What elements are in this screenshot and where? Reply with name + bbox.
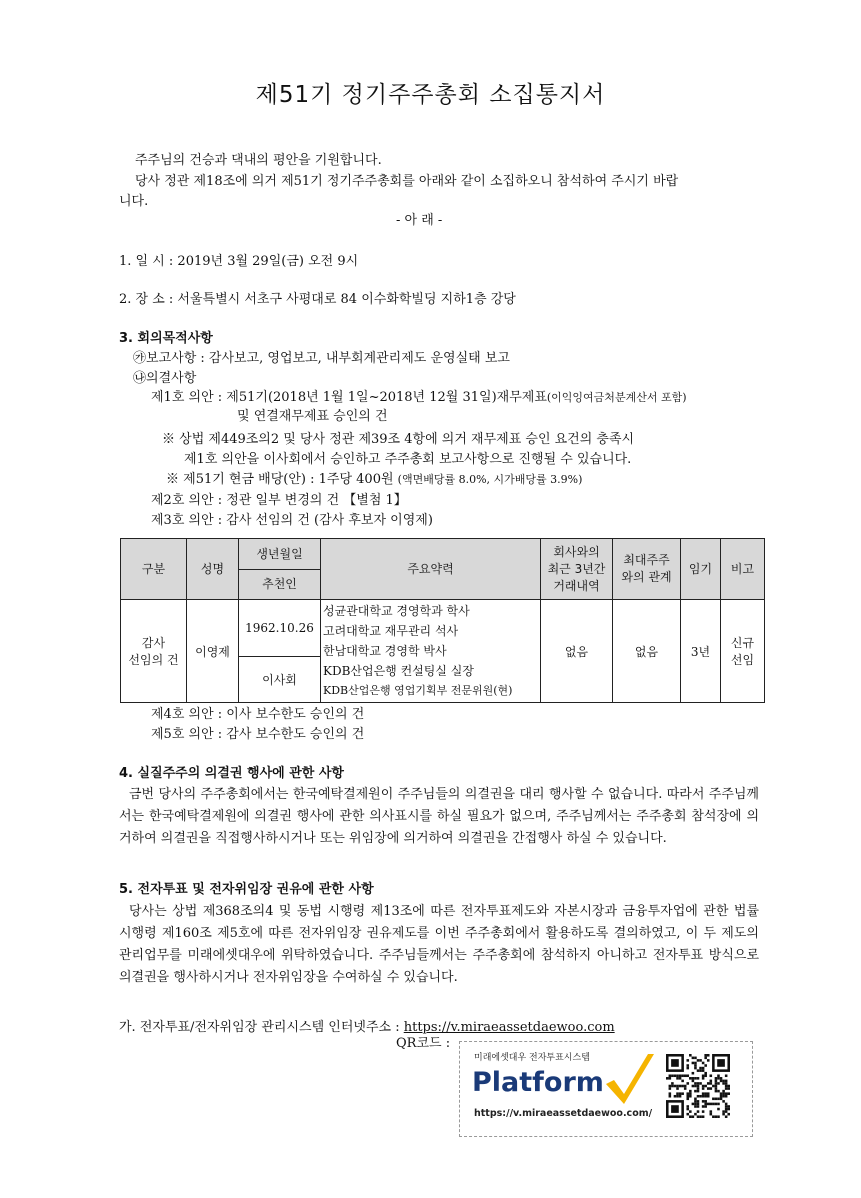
career-cell — [321, 600, 541, 703]
report-marker: ㉮ — [133, 351, 147, 366]
header-note: 비고 — [721, 539, 765, 600]
section-4-title: 4. 실질주주의 의결권 행사에 관한 사항 — [119, 766, 344, 781]
note-line-2: 선임 — [730, 653, 755, 667]
agenda-3-line: 제3호 의안 : 감사 선임의 건 (감사 후보자 이영제) — [151, 513, 433, 528]
greeting-line-3: 니다. — [119, 194, 149, 209]
name-cell: 이영제 — [187, 600, 239, 703]
system-address-label: 가. 전자투표/전자위임장 관리시스템 인터넷주소 : — [119, 1020, 404, 1035]
note-1-line-1: ※ 상법 제449조의2 및 당사 정관 제39조 4항에 의거 재무제표 승인 요건의 충족시 — [162, 432, 635, 447]
agenda-1-line — [151, 388, 686, 408]
birth-cell: 1962.10.26 — [239, 600, 321, 657]
note-line-1: 신규 — [730, 636, 755, 650]
dividend-text: ※ 제51기 현금 배당(안) : 1주당 400원 — [166, 472, 398, 487]
agenda-1-line-2: 및 연결재무제표 승인의 건 — [237, 409, 388, 424]
agenda-1-note: (이익잉여금처분계산서 포함) — [546, 391, 687, 404]
agenda-1-text: 제1호 의안 : 제51기(2018년 1월 1일~2018년 12월 31일)재무제표 — [151, 390, 547, 405]
agenda-5-line: 제5호 의안 : 감사 보수한도 승인의 건 — [151, 727, 365, 742]
date-item: 1. 일 시 : 2019년 3월 29일(금) 오전 9시 — [119, 254, 359, 269]
qr-label: QR코드 : — [396, 1036, 451, 1051]
resolve-text: 의결사항 — [146, 371, 197, 386]
resolve-line — [133, 369, 196, 389]
category-line-1: 감사 — [141, 636, 166, 650]
section-5-title: 5. 전자투표 및 전자위임장 권유에 관한 사항 — [119, 882, 374, 897]
note-cell — [721, 600, 765, 703]
place-item: 2. 장 소 : 서울특별시 서초구 사평대로 84 이수화학빌딩 지하1층 강당 — [119, 292, 516, 307]
system-url-link[interactable]: https://v.miraeassetdaewoo.com — [403, 1020, 615, 1035]
header-deal-line-3: 거래내역 — [553, 578, 600, 593]
document-title: 제51기 정기주주총회 소집통지서 — [255, 82, 606, 108]
qr-code-icon[interactable] — [666, 1054, 730, 1118]
career-item: 고려대학교 재무관리 석사 — [323, 624, 459, 638]
category-line-2: 선임의 건 — [128, 653, 179, 667]
agenda-4-line: 제4호 의안 : 이사 보수한도 승인의 건 — [151, 707, 365, 722]
greeting-line-2: 당사 정관 제18조에 의거 제51기 정기주주총회를 아래와 같이 소집하오니 참석하여 주시기 바랍 — [135, 174, 679, 189]
header-name: 성명 — [187, 539, 239, 600]
auditor-candidate-table — [120, 538, 765, 703]
header-major — [613, 539, 681, 600]
report-line — [133, 349, 510, 369]
greeting-line-1: 주주님의 건승과 댁내의 평안을 기원합니다. — [135, 153, 382, 168]
dividend-rate: (액면배당률 8.0%, 시가배당률 3.9%) — [397, 473, 583, 486]
section-5-body: 당사는 상법 제368조의4 및 동법 시행령 제13조에 따른 전자투표제도와 자본시장과 금융투자업에 관한 법률 시행령 제160조 제5호에 따른 전자위임장 권유제도를 이번 주주총회에서 활용하도록 결의하였고, 이 두 제도의 관리업무를 미래에셋대우에 위탁하였습니다. 주주님들께서는 주주총회에 참석하지 아니하고 전자투표 방식으로 의결권을 행사하시거나 전자위임장을 수여하실 수 있습니다. — [119, 904, 759, 985]
header-category: 구분 — [121, 539, 187, 600]
header-major-line-2: 와의 관계 — [621, 570, 672, 584]
qr-banner-url: https://v.miraeassetdaewoo.com/ — [474, 1108, 653, 1119]
header-major-line-1: 최대주주 — [623, 553, 670, 567]
header-career: 주요약력 — [321, 539, 541, 600]
recommender-cell: 이사회 — [239, 657, 321, 703]
platform-logo: Platform — [472, 1067, 604, 1098]
section-4-body: 금번 당사의 주주총회에서는 한국예탁결제원이 주주님들의 의결권을 대리 행사할 수 없습니다. 따라서 주주님께서는 한국예탁결제원에 의결권 행사에 관한 의사표시를 하실 필요가 없으며, 주주님께서는 주주총회 참석장에 의거하여 의결권을 직접행사하시거나 또는 위임장에 의거하여 의결권을 간접행사 하실 수 있습니다. — [119, 787, 759, 846]
system-address-line — [119, 1018, 615, 1038]
header-term: 임기 — [681, 539, 721, 600]
header-deal-line-2: 최근 3년간 — [547, 561, 606, 576]
deal-cell: 없음 — [541, 600, 613, 703]
category-cell — [121, 600, 187, 703]
header-deal — [541, 539, 613, 600]
report-text: 보고사항 : 감사보고, 영업보고, 내부회계관리제도 운영실태 보고 — [146, 351, 510, 366]
career-item: KDB산업은행 컨설팅실 실장 — [323, 664, 474, 678]
major-cell: 없음 — [613, 600, 681, 703]
dividend-line — [166, 470, 582, 490]
header-recommender: 추천인 — [239, 570, 321, 600]
term-cell: 3년 — [681, 600, 721, 703]
agenda-2-line: 제2호 의안 : 정관 일부 변경의 건 【별첨 1】 — [151, 493, 407, 508]
header-deal-line-1: 회사와의 — [553, 544, 600, 559]
checkmark-icon — [602, 1050, 658, 1108]
qr-banner-caption: 미래에셋대우 전자투표시스템 — [474, 1053, 590, 1063]
career-item: 성균관대학교 경영학과 학사 — [323, 604, 470, 618]
career-item: 한남대학교 경영학 박사 — [323, 644, 447, 658]
header-birth: 생년월일 — [239, 539, 321, 570]
agenda-heading: 3. 회의목적사항 — [119, 331, 213, 346]
note-1-line-2: 제1호 의안을 이사회에서 승인하고 주주총회 보고사항으로 진행될 수 있습니다. — [184, 452, 632, 467]
below-heading: - 아 래 - — [396, 213, 443, 228]
career-item-current: KDB산업은행 영업기획부 전문위원(현) — [323, 684, 513, 697]
resolve-marker: ㉯ — [133, 371, 147, 386]
qr-banner — [459, 1041, 753, 1137]
